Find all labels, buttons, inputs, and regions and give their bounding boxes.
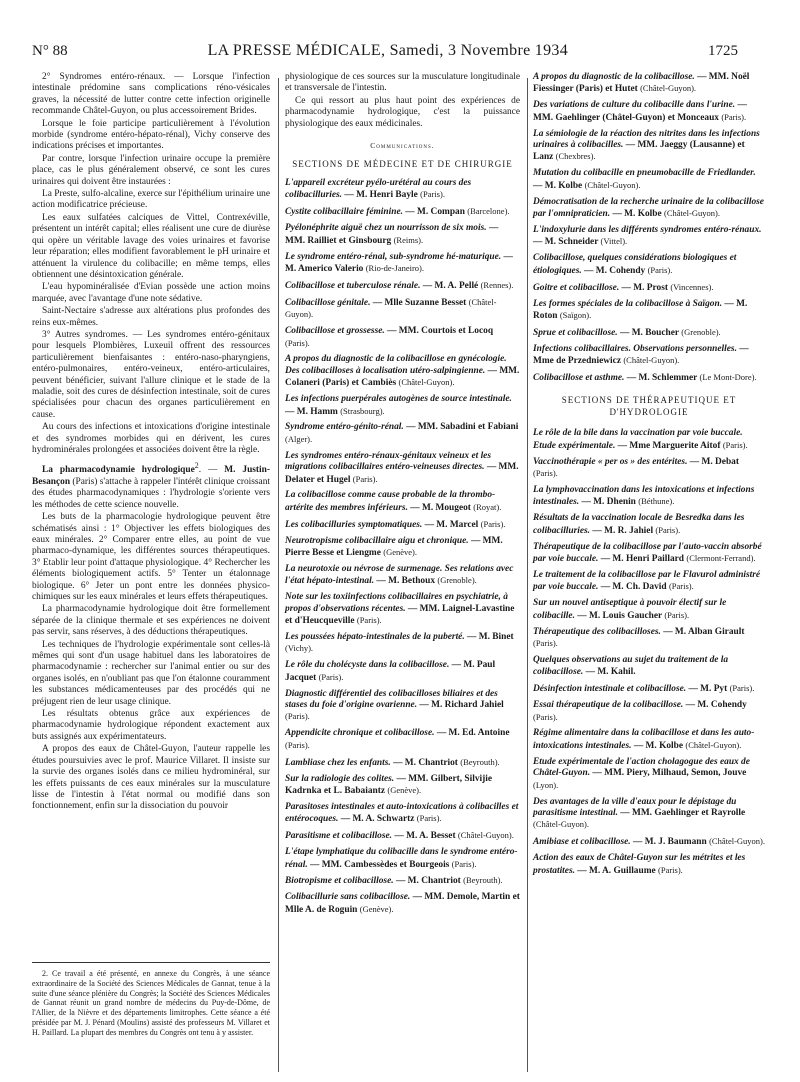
communication-location: (Alger).	[285, 433, 313, 444]
communication-entry	[285, 451, 520, 486]
communication-title: A propos du diagnostic de la colibacillose.	[533, 72, 698, 82]
communication-title: La lymphovaccination dans les intoxications et infections intestinales.	[533, 485, 755, 508]
communication-author: — M. Prost	[621, 282, 671, 293]
communication-title: Les infections puerpérales autogènes de source intestinale.	[285, 394, 512, 405]
communication-author: — M. A. Besset	[394, 831, 458, 842]
communication-entry	[533, 282, 765, 294]
paragraph: Par contre, lorsque l'infection urinaire occupe la première place, cas le plus généralement observé, ce sont les cures urinaires qui doivent être instaurées :	[32, 153, 270, 187]
communication-title: Pyélonéphrite aiguë chez un nourrisson de six mois.	[285, 223, 489, 234]
communication-title: Les poussées hépato-intestinales de la puberté.	[285, 632, 468, 643]
communication-author: — MM. Piery, Milhaud, Semon, Jouve	[592, 768, 747, 779]
communications-list	[533, 428, 765, 877]
communication-entry	[533, 542, 765, 566]
communication-title: L'appareil excréteur pyélo-urétéral au cours des colibacilluries.	[285, 178, 472, 201]
communication-author: — M. Alban Girault	[663, 626, 745, 637]
communication-title: Goitre et colibacillose.	[533, 282, 622, 293]
paragraph: (Paris) s'attache à rappeler l'intérêt clinique croissant des études pharmacodynamiques : l'hydrologie s'oriente vers les méthodes de cette science nouvelle.	[32, 476, 270, 510]
communication-entry	[285, 774, 520, 798]
communication-author: — M. Richard Jahiel	[419, 700, 504, 711]
communication-title: Diagnostic différentiel des colibacilloses biliaires et des stases du foie d'origine ovarienne.	[285, 688, 498, 711]
communication-entry	[533, 757, 765, 792]
communication-title: Biotropisme et colibacillose.	[285, 876, 396, 887]
paragraph: Les résultats obtenus grâce aux expériences de pharmacodynamie hydrologique répondent exactement aux buts assignés aux expérimentateurs.	[32, 709, 270, 742]
communication-entry	[285, 892, 520, 916]
communication-location: (Béthune).	[638, 496, 675, 507]
communication-title: Amibiase et colibacillose.	[533, 837, 633, 848]
communication-location: (Paris).	[533, 711, 558, 722]
communication-title: Essai thérapeutique de la colibacillose.	[533, 700, 686, 711]
communication-title: Des avantages de la ville d'eaux pour le dépistage du parasitisme intestinal.	[533, 796, 737, 818]
communication-location: (Châtel-Guyon).	[709, 836, 766, 847]
communication-title: Thérapeutique de la colibacillose par l'auto-vaccin absorbé par voie buccale.	[533, 541, 762, 565]
communication-location: (Paris).	[658, 864, 683, 875]
communication-author: — M. Schneider	[533, 237, 601, 248]
communication-entry	[285, 422, 520, 446]
paragraph: 2° Syndromes entéro-rénaux. — Lorsque l'infection intestinale prédomine sans complications réno-vésicales graves, la nécessité de lutter contre cette infection originelle recommande Châtel-Guyon, ou plus accessoirement Brides.	[32, 72, 270, 117]
footnote	[32, 962, 270, 1038]
communication-entry	[285, 519, 520, 531]
communication-author: — M. Louis Gaucher	[577, 610, 665, 621]
communication-title: Le traitement de la colibacillose par le Flavurol administré par voie buccale.	[533, 570, 761, 593]
communication-author: — Mme de Przedniewicz	[533, 343, 749, 367]
article-intro: La pharmacodynamie hydrologique$^2$. — M. Justin-Besançon (Paris) s'attache à rappeler l'intérêt clinique croissant des études pharmacodynamiques : l'hydrologie s'oriente vers les méthodes de cette science nouvelle.	[32, 461, 270, 510]
communication-author: — M. A. Schwartz	[340, 814, 417, 825]
communication-author: — M. Ch. David	[600, 582, 669, 593]
communication-title: L'étape lymphatique du colibacille dans le syndrome entéro-rénal.	[285, 847, 518, 870]
communication-author: — MM. Gaehlinger et Rayrolle	[620, 807, 746, 818]
communication-entry	[533, 683, 765, 695]
communication-location: (Vincennes).	[670, 281, 714, 292]
communication-author: — MM. Railliet et Ginsbourg	[285, 223, 499, 246]
communication-author: — M. Boucher	[619, 327, 682, 338]
communication-location: (Beyrouth).	[463, 875, 503, 886]
communication-author: — Mme Marguerite Aitof	[617, 440, 723, 451]
communication-entry	[533, 485, 765, 509]
journal-title: LA PRESSE MÉDICALE, Samedi, 3 Novembre 1934	[207, 42, 569, 59]
communication-entry	[533, 299, 765, 323]
communication-location: (Châtel-Guyon).	[640, 83, 697, 94]
communication-entry	[285, 280, 520, 292]
communication-title: Thérapeutique des colibacilloses.	[533, 626, 664, 637]
paragraph: Saint-Nectaire s'adresse aux altérations plus profondes des reins eux-mêmes.	[32, 306, 270, 328]
communication-author: — M. Chantriot	[393, 757, 461, 768]
communication-title: Sur un nouvel antiseptique à pouvoir électif sur le colibacille.	[533, 598, 727, 621]
communication-title: Parasitoses intestinales et auto-intoxications à colibacilles et entérocoques.	[285, 801, 519, 825]
communication-entry	[533, 797, 765, 832]
column-divider	[527, 78, 528, 1072]
communication-location: (Paris).	[285, 739, 310, 750]
communication-location: (Paris).	[356, 615, 382, 626]
column-2	[285, 72, 520, 921]
communication-location: (Strasbourg).	[340, 405, 385, 416]
footnote-marker: 2	[194, 461, 199, 471]
communication-entry	[533, 428, 765, 452]
communication-entry	[533, 700, 765, 724]
communication-location: (Genève).	[383, 547, 417, 558]
communication-location: (Paris).	[664, 609, 690, 620]
communication-entry	[533, 253, 765, 277]
communication-author: — M. Cohendy	[584, 265, 648, 276]
communication-entry	[285, 490, 520, 514]
communication-location: (Châtel-Guyon).	[685, 739, 742, 750]
communication-entry	[533, 457, 765, 481]
communication-location: (Châtel-Guyon).	[457, 830, 514, 841]
communication-title: Sur la radiologie des colites.	[285, 773, 397, 784]
communication-location: (Paris).	[533, 468, 558, 479]
communication-author: — M. Chantriot	[395, 876, 464, 887]
communication-location: (Lyon).	[533, 779, 559, 790]
communication-entry	[285, 660, 520, 684]
communication-title: Cystite colibacillaire féminine.	[285, 207, 406, 218]
communication-title: Syndrome entéro-génito-rénal.	[285, 422, 407, 433]
communication-entry	[285, 536, 520, 560]
communication-author: — MM. Gaehlinger (Châtel-Guyon) et Monceaux	[533, 100, 747, 123]
communication-author: — MM. Pierre Besse et Liengme	[285, 535, 503, 559]
communication-title: La colibacillose comme cause probable de la thrombo-artérite des membres inférieurs.	[285, 490, 496, 513]
communication-title: Le syndrome entéro-rénal, sub-syndrome hé-maturique.	[285, 251, 504, 262]
communication-author: — M. Compan	[405, 207, 468, 218]
communication-author: — M. Binet	[467, 632, 514, 643]
communication-entry	[285, 394, 520, 418]
communication-author: — M. Henri Paillard	[600, 554, 687, 565]
communication-entry	[285, 830, 520, 842]
communication-author: — M. Dhenin	[581, 497, 639, 508]
communication-title: Colibacillose génitale.	[285, 297, 373, 308]
communication-title: Désinfection intestinale et colibacillose.	[533, 684, 689, 695]
communication-title: Etude expérimentale de l'action cholagogue des eaux de Châtel-Guyon.	[533, 756, 750, 779]
communication-location: (Rio-de-Janeiro).	[365, 262, 425, 273]
communication-title: Colibacillurie sans colibacillose.	[285, 892, 413, 903]
communication-title: Vaccinothérapie « per os » des entérites.	[533, 456, 690, 467]
section-heading-text: SECTIONS DE THÉRAPEUTIQUE ET D'HYDROLOGIE	[561, 395, 737, 418]
communication-author: — M. Kolbe	[533, 180, 585, 191]
communication-author: — M. Hamm	[285, 406, 341, 417]
communication-title: Neurotropisme colibacillaire aigu et chronique.	[285, 535, 471, 546]
communication-entry	[285, 728, 520, 752]
communication-title: Parasitisme et colibacillose.	[285, 831, 395, 842]
communication-author: — M. J. Baumann	[633, 837, 710, 848]
communication-location: (Paris).	[647, 264, 673, 275]
section-heading-communications: Communications.	[370, 141, 435, 151]
communication-entry	[533, 72, 765, 96]
communication-location: (Paris).	[285, 711, 310, 722]
communication-entry	[285, 875, 520, 887]
communication-author: — M. Bethoux	[376, 576, 438, 587]
communication-location: (Paris).	[655, 524, 681, 535]
communication-author: — M. Roton	[533, 298, 748, 321]
footnote-rule	[32, 962, 270, 963]
communication-location: (Chexbres).	[555, 151, 596, 162]
communication-location: (Paris).	[285, 337, 310, 348]
communication-entry	[533, 853, 765, 877]
communication-location: (Châtel-Guyon).	[664, 208, 720, 219]
communication-location: (Clermont-Ferrand).	[686, 553, 756, 564]
communication-author: — M. Kolbe	[633, 740, 686, 751]
communication-location: (Paris).	[451, 858, 477, 869]
communication-title: Lambliase chez les enfants.	[285, 757, 394, 768]
communication-author: — M. Kahil.	[585, 667, 636, 678]
page-header	[32, 42, 738, 64]
communication-location: (Genève).	[387, 785, 422, 795]
communication-entry	[533, 197, 765, 221]
communication-title: La neurotoxie ou névrose de surmenage. Ses relations avec l'état hépato-intestinal.	[285, 564, 514, 587]
communication-title: Régime alimentaire dans la colibacillose et dans les auto-intoxications intestinales.	[533, 728, 755, 751]
communication-author: — M. Paul Jacquet	[285, 660, 496, 683]
column-1	[32, 72, 270, 814]
communication-title: Action des eaux de Châtel-Guyon sur les métrites et les prostatites.	[533, 853, 746, 876]
communication-entry	[285, 178, 520, 202]
communication-author: — M. Cohendy	[685, 700, 747, 711]
communication-author: — Mlle Suzanne Besset	[372, 297, 469, 308]
paragraph: Ce qui ressort au plus haut point des expériences de pharmacodynamie hydrologique, c'est la puissance physiologique des eaux médicinales.	[285, 95, 520, 129]
communication-location: (Royat).	[473, 501, 502, 512]
paragraph: L'eau hypominéralisée d'Evian possède une action moins marquée, avec l'avantage d'une note sédative.	[32, 282, 270, 304]
communication-title: Colibacillose et asthme.	[533, 373, 627, 384]
communication-author: — M. Marcel	[424, 519, 481, 530]
communication-title: Les syndromes entéro-rénaux-génitaux veineux et les migrations colibacillaires entéro-veineuses directes.	[285, 450, 491, 473]
communication-title: Infections colibacillaires. Observations personnelles.	[533, 343, 740, 354]
communication-location: (Paris).	[416, 813, 442, 824]
communication-entry	[285, 252, 520, 276]
communication-location: (Vichy).	[285, 643, 314, 654]
communication-author: — MM. Courtois et Locoq	[387, 326, 494, 337]
communication-location: (Châtel-Guyon).	[398, 377, 455, 388]
communication-title: Mutation du colibacille en pneumobacille de Friedlander.	[533, 168, 756, 179]
communication-author: — M. A. Guillaume	[577, 865, 659, 876]
section-heading: SECTIONS DE MÉDECINE ET DE CHIRURGIE	[292, 159, 513, 170]
communication-location: (Châtel-Guyon).	[584, 179, 641, 190]
paragraph: La Preste, sulfo-alcaline, exerce sur l'épithélium urinaire une action modificatrice précieuse.	[32, 189, 270, 211]
communication-title: Quelques observations au sujet du traitement de la colibacillose.	[533, 654, 729, 678]
communication-author: — M. Mougeot	[410, 502, 474, 513]
communication-entry	[533, 372, 765, 384]
communication-author: — M. Debat	[689, 456, 739, 467]
communication-title: L'indoxylurie dans les différents syndromes entéro-rénaux.	[533, 224, 762, 235]
communication-author: — MM. Noël Fiessinger (Paris) et Hutet	[533, 72, 750, 95]
footnote-text: 2. Ce travail a été présenté, en annexe du Congrès, à une séance extraordinaire de la Société des Sciences Médicales de Gannat, tenue à la suite d'une séance plénière du Congrès; la Société des Sciences Médicales de Gannat réunit un grand nombre de médecins du Puy-de-Dôme, de l'Allier, de la Nièvre et des départements limitrophes. Cette séance a été présidée par M. J. Pénard (Moulins) assisté des professeurs M. Villaret et H. Paillard. La plupart des membres du Congrès ont tenu à y assister.	[32, 969, 270, 1037]
paragraph: 3° Autres syndromes. — Les syndromes entéro-génitaux pour lesquels Plombières, Luxeuil offrent des ressources particulièrement bienfaisantes : entéro-naso-pharyngiens, entéro-pulmonaires, entéro-veineux, entéro-articulaires, peuvent bénéficier, suivant l'allure clinique et le stade de la maladie, soit des cures de désinfection intestinale, soit de cures spécialisées pour chacun des organes particulièrement en cause.	[32, 329, 270, 420]
communication-location: (Saïgon).	[559, 309, 592, 320]
communication-entry	[533, 129, 765, 164]
paragraph: Les eaux sulfatées calciques de Vittel, Contrexéville, présentent un intérêt capital; elles réalisent une cure de diurèse qui opère un véritable lavage des voies urinaires et favorise leur réparation; elles modifient favorablement le pH urinaire et atténuent la virulence du colibacille; en même temps, elles obtiennent une désintoxication générale.	[32, 212, 270, 280]
communication-author: — MM. Sabadini et Fabiani	[406, 422, 519, 433]
communication-entry	[533, 100, 765, 124]
communication-entry	[533, 598, 765, 622]
communication-title: La sémiologie de la réaction des nitrites dans les infections urinaires à colibacilles.	[533, 128, 760, 151]
communication-entry	[533, 327, 765, 339]
communication-author: — M. Kolbe	[612, 209, 664, 220]
paragraph: Lorsque le foie participe particulièrement à l'évolution morbide (syndrome entéro-hépato-rénal), Vichy conserve des indications précises et importantes.	[32, 118, 270, 152]
communication-title: Colibacillose, quelques considérations biologiques et étiologiques.	[533, 253, 737, 276]
communication-location: (Paris).	[533, 638, 558, 649]
communication-title: Des variations de culture du colibacille dans l'urine.	[533, 100, 738, 111]
communication-title: Note sur les toxiinfections colibacillaires en psychiatrie, à propos d'observations récentes.	[285, 592, 508, 614]
paragraph: A propos des eaux de Châtel-Guyon, l'auteur rappelle les études poursuivies avec le prof. Maurice Villaret. Il insiste sur la survie des organes isolés dans ce milieu hydrominéral, sur les effets puissants de ces eaux minérales sur la musculature lisse de l'intestin à l'état normal ou modifié dans son fonctionnement, enfin sur la dissociation du pouvoir	[32, 744, 270, 812]
column-divider	[278, 78, 279, 1072]
communication-entry	[285, 297, 520, 322]
communication-location: (Paris).	[480, 518, 506, 529]
communication-entry	[533, 513, 765, 537]
communication-author: — MM. Colaneri (Paris) et Cambiès	[285, 365, 520, 389]
paragraph: physiologique de ces sources sur la musculature longitudinale et transversale de l'intestin.	[285, 72, 520, 94]
communication-location: (Vittel).	[600, 236, 628, 247]
communication-entry	[533, 344, 765, 368]
communication-author: — MM. Laignel-Lavastine et d'Heucqueville	[285, 603, 515, 627]
communication-title: A propos du diagnostic de la colibacillose en gynécologie. Des colibacilloses à localisation utéro-salpingienne.	[285, 354, 507, 376]
communication-entry	[285, 564, 520, 588]
communication-author: — M. Ed. Antoine	[436, 728, 510, 739]
communications-list	[285, 178, 520, 916]
communication-entry	[285, 757, 520, 769]
communication-location: (Barcelone).	[467, 206, 510, 217]
communication-entry	[285, 847, 520, 871]
communication-entry	[533, 168, 765, 192]
communication-title: Sprue et colibacillose.	[533, 327, 620, 338]
communication-location: (Paris).	[729, 683, 755, 694]
communication-author: — M. Pyt	[688, 684, 730, 695]
communication-location: (Paris).	[420, 189, 445, 200]
communication-entry	[285, 206, 520, 218]
communication-author: — MM. Cambessèdes et Bourgeois	[310, 859, 452, 870]
communication-title: Résultats de la vaccination locale de Besredka dans les colibacilluries.	[533, 513, 745, 536]
communication-location: (Châtel-Guyon).	[285, 296, 497, 320]
communication-author: — M. A. Pellé	[422, 280, 481, 291]
communication-author: — M. R. Jahiel	[592, 525, 656, 536]
communication-title: Les colibacilluries symptomatiques.	[285, 519, 425, 530]
communication-title: Démocratisation de la recherche urinaire de la colibacillose par l'omnipraticien.	[533, 196, 764, 220]
communication-author: — MM. Delater et Hugel	[285, 462, 519, 485]
communication-location: (Paris).	[318, 671, 344, 682]
communication-title: Le rôle du cholécyste dans la colibacillose.	[285, 660, 452, 671]
article-author: M. Justin-Besançon	[32, 465, 270, 487]
communication-entry	[533, 655, 765, 679]
communication-entry	[285, 802, 520, 826]
paragraph: Les techniques de l'hydrologie expérimentale sont celles-là mêmes qui sont d'un usage habituel dans les laboratoires de pharmacodynamie : rechercher sur l'animal entier ou sur des organes isolés, en n'oubliant pas que l'on étalonne couramment les substances médicamenteuses par des procédés qui ne préjugent rien de leur usage clinique.	[32, 639, 270, 707]
article-title: La pharmacodynamie hydrologique	[42, 465, 195, 476]
communication-location: (Paris).	[668, 581, 694, 592]
communication-entry	[533, 836, 765, 848]
communication-author: — M. Henri Bayle	[344, 190, 421, 201]
communication-location: (Rennes).	[480, 279, 514, 290]
communication-author: — MM. Jaeggy (Lausanne) et Lanz	[533, 140, 745, 163]
communication-entry	[285, 223, 520, 247]
communication-location: (Paris).	[721, 111, 747, 122]
communication-location: (Paris).	[352, 473, 378, 484]
issue-number: N° 88	[32, 43, 68, 59]
communication-author: — M. Schlemmer	[626, 373, 700, 384]
communication-author: — MM. Gilbert, Silvijie Kadrnka et L. Babaiantz	[285, 773, 493, 796]
communication-entry	[533, 627, 765, 651]
column-3	[533, 72, 765, 881]
communication-location: (Le Mont-Dore).	[699, 372, 757, 383]
communication-entry	[533, 570, 765, 594]
communication-title: Les formes spéciales de la colibacillose à Saïgon.	[533, 298, 725, 309]
communication-title: Colibacillose et tuberculose rénale.	[285, 280, 423, 291]
communication-entry	[285, 689, 520, 724]
page-number: 1725	[707, 43, 738, 59]
paragraph: La pharmacodynamie hydrologique doit être formellement séparée de la clinique thermale et ses expériences ne doivent pas servir, sans réserves, à des déductions thérapeutiques.	[32, 604, 270, 638]
communication-entry	[533, 225, 765, 249]
communication-author: — MM. Demole, Martin et Mlle A. de Roguin	[285, 892, 520, 915]
communication-title: Appendicite chronique et colibacillose.	[285, 728, 437, 739]
communication-author: — M. Americo Valerio	[285, 251, 513, 274]
paragraph: Au cours des infections et intoxications d'origine intestinale et des syndromes morbides qui en dérivent, les cures hydrominérales prolongées et associées doivent être la règle.	[32, 422, 270, 455]
communication-location: (Reims).	[393, 234, 424, 245]
communication-entry	[533, 728, 765, 752]
communication-location: (Paris).	[722, 439, 748, 450]
communication-location: (Châtel-Guyon).	[623, 355, 680, 366]
communication-entry	[285, 632, 520, 656]
paragraph: Les buts de la pharmacologie hydrologique peuvent être schématisés ainsi : 1° Objectiver les effets biologiques des eaux minérales. 2° Comparer entre elles, au point de vue pharmaco-dynamique, les différentes sources thérapeutiques. 3° Etablir leur point d'attaque physiologique. 4° Rechercher les éléments biologiquement actifs. 5° Tenter un étalonnage biologique. 6° Jeter un pont entre les données physico-chimiques sur les eaux minérales et leurs effets thérapeutiques.	[32, 512, 270, 602]
communication-title: Colibacillose et grossesse.	[285, 326, 388, 337]
communication-location: (Genève).	[359, 903, 394, 914]
communication-entry	[285, 326, 520, 350]
section-heading	[533, 394, 765, 418]
communication-location: (Beyrouth).	[460, 756, 500, 767]
communication-title: Le rôle de la bile dans la vaccination par voie buccale. Etude expérimentale.	[533, 428, 743, 451]
communication-entry	[285, 592, 520, 627]
communication-entry	[285, 354, 520, 389]
communication-location: (Châtel-Guyon).	[533, 819, 589, 830]
communication-location: (Grenoble).	[681, 326, 721, 337]
communications-list	[533, 72, 765, 384]
communication-location: (Grenoble).	[437, 575, 477, 586]
